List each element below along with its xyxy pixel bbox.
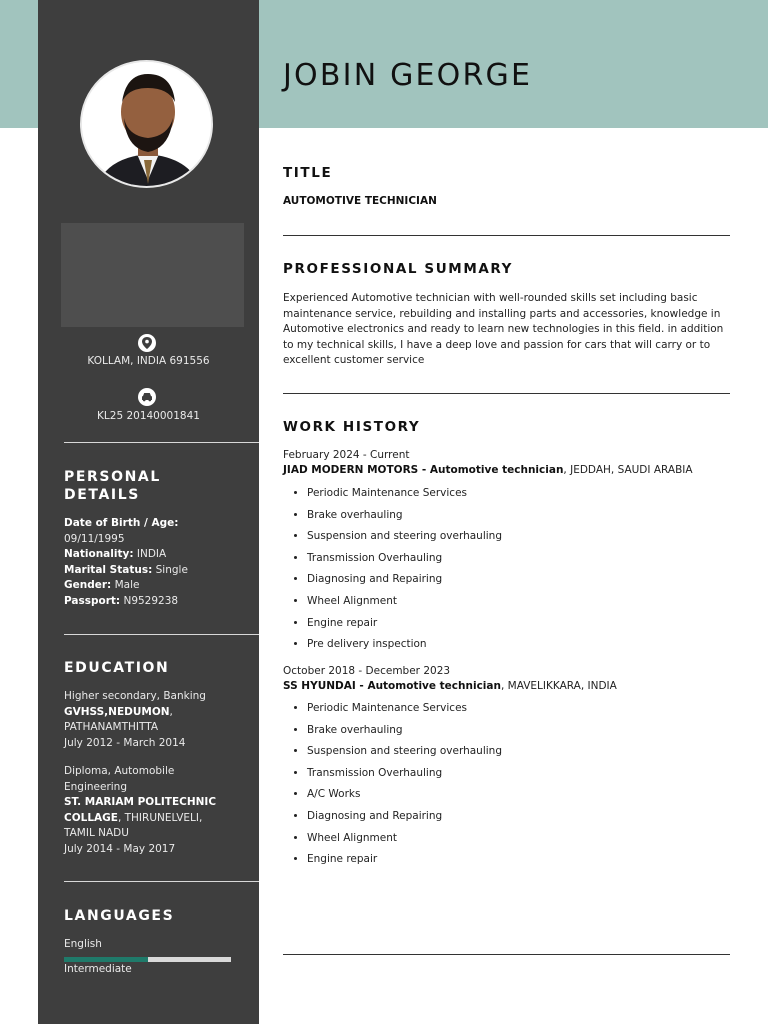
language-level: Intermediate bbox=[64, 963, 132, 975]
job-duties-list bbox=[283, 701, 502, 874]
list-item: • Diagnosing and Repairing bbox=[307, 809, 502, 831]
sidebar-divider bbox=[64, 634, 259, 635]
languages-heading: LANGUAGES bbox=[64, 908, 175, 924]
placeholder-box bbox=[61, 223, 244, 327]
education-dates: July 2012 - March 2014 bbox=[64, 736, 186, 749]
gender-value: Male bbox=[114, 579, 140, 591]
job-company: SS HYUNDAI bbox=[283, 680, 356, 692]
job-header: JIAD MODERN MOTORS - Automotive technician, JEDDAH, SAUDI ARABIA bbox=[283, 464, 693, 476]
education-item: Diploma, Automobile Engineering ST. MARIAM POLITECHNIC COLLAGE, THIRUNELVELI, TAMIL NADU July 2014 - May 2017 bbox=[64, 764, 244, 857]
personal-heading-line1: PERSONAL bbox=[64, 469, 161, 485]
list-item: • Suspension and steering overhauling bbox=[307, 529, 502, 551]
candidate-name: JOBIN GEORGE bbox=[283, 58, 533, 93]
education-school-cont: COLLAGE bbox=[64, 811, 118, 824]
personal-heading-line2: DETAILS bbox=[64, 487, 140, 503]
job-location: JEDDAH, SAUDI ARABIA bbox=[570, 464, 693, 476]
job-role: Automotive technician bbox=[429, 464, 564, 476]
education-degree-cont: Engineering bbox=[64, 780, 127, 793]
license-text: KL25 20140001841 bbox=[97, 410, 200, 422]
marital-label: Marital Status: bbox=[64, 563, 153, 576]
profile-photo bbox=[80, 60, 213, 188]
list-item: • Periodic Maintenance Services bbox=[307, 486, 502, 508]
list-item: • Wheel Alignment bbox=[307, 831, 502, 853]
job-duties-list bbox=[283, 486, 502, 659]
list-item: • Engine repair bbox=[307, 852, 502, 874]
list-item: • Brake overhauling bbox=[307, 508, 502, 530]
nationality-label: Nationality: bbox=[64, 548, 134, 560]
list-item: • Brake overhauling bbox=[307, 723, 502, 745]
job-role: Automotive technician bbox=[367, 680, 501, 692]
marital-value: Single bbox=[155, 563, 188, 576]
address-text: KOLLAM, INDIA 691556 bbox=[87, 355, 210, 367]
summary-text: Experienced Automotive technician with well-rounded skills set including basic maintenance service, rebuilding and installing parts and accessories, knowledge in Automotive electronics and ready to learn new technologies in this field. in addition to my technical skills, I have a deep love and passion for cars that will carry or to excellent customer service bbox=[283, 292, 724, 366]
education-school: ST. MARIAM POLITECHNIC bbox=[64, 796, 217, 808]
list-item: • Transmission Overhauling bbox=[307, 766, 502, 788]
education-location-cont: TAMIL NADU bbox=[64, 827, 129, 839]
personal-details-heading bbox=[64, 468, 161, 504]
list-item: • Pre delivery inspection bbox=[307, 637, 502, 659]
list-item: • A/C Works bbox=[307, 787, 502, 809]
passport-value: N9529238 bbox=[123, 594, 179, 607]
education-degree: Diploma, Automobile bbox=[64, 765, 175, 777]
job-header: SS HYUNDAI - Automotive technician, MAVELIKKARA, INDIA bbox=[283, 680, 617, 692]
list-item: • Diagnosing and Repairing bbox=[307, 572, 502, 594]
list-item: • Suspension and steering overhauling bbox=[307, 744, 502, 766]
sidebar-divider bbox=[64, 881, 259, 882]
list-item: • Transmission Overhauling bbox=[307, 551, 502, 573]
education-school: GVHSS,NEDUMON bbox=[64, 705, 170, 718]
personal-details bbox=[64, 516, 244, 609]
title-heading: TITLE bbox=[283, 165, 333, 181]
gender-label: Gender: bbox=[64, 579, 112, 591]
education-item: Higher secondary, Banking GVHSS,NEDUMON, PATHANAMTHITTA July 2012 - March 2014 bbox=[64, 689, 244, 751]
job-dates: February 2024 - Current bbox=[283, 449, 410, 461]
education-heading: EDUCATION bbox=[64, 660, 170, 676]
list-item: • Engine repair bbox=[307, 616, 502, 638]
education-degree: Higher secondary, Banking bbox=[64, 690, 206, 702]
job-location: MAVELIKKARA, INDIA bbox=[507, 680, 617, 692]
list-item: • Periodic Maintenance Services bbox=[307, 701, 502, 723]
job-company: JIAD MODERN MOTORS bbox=[283, 464, 419, 476]
dob-label: Date of Birth / Age: bbox=[64, 517, 179, 529]
education-location: THIRUNELVELI, bbox=[124, 811, 203, 824]
summary-heading: PROFESSIONAL SUMMARY bbox=[283, 261, 514, 277]
nationality-value: INDIA bbox=[136, 548, 167, 560]
language-name: English bbox=[64, 938, 102, 950]
section-divider bbox=[283, 393, 730, 394]
section-divider bbox=[283, 954, 730, 955]
job-dates: October 2018 - December 2023 bbox=[283, 665, 451, 677]
sidebar bbox=[38, 0, 259, 1024]
job-title: AUTOMOTIVE TECHNICIAN bbox=[283, 195, 437, 207]
car-icon bbox=[138, 388, 156, 406]
work-history-heading: WORK HISTORY bbox=[283, 419, 421, 435]
sidebar-divider bbox=[64, 442, 259, 443]
list-item: • Wheel Alignment bbox=[307, 594, 502, 616]
dob-value: 09/11/1995 bbox=[64, 532, 125, 545]
passport-label: Passport: bbox=[64, 594, 121, 607]
location-pin-icon bbox=[138, 334, 156, 352]
education-dates: July 2014 - May 2017 bbox=[64, 842, 176, 855]
section-divider bbox=[283, 235, 730, 236]
education-location: PATHANAMTHITTA bbox=[64, 721, 159, 733]
